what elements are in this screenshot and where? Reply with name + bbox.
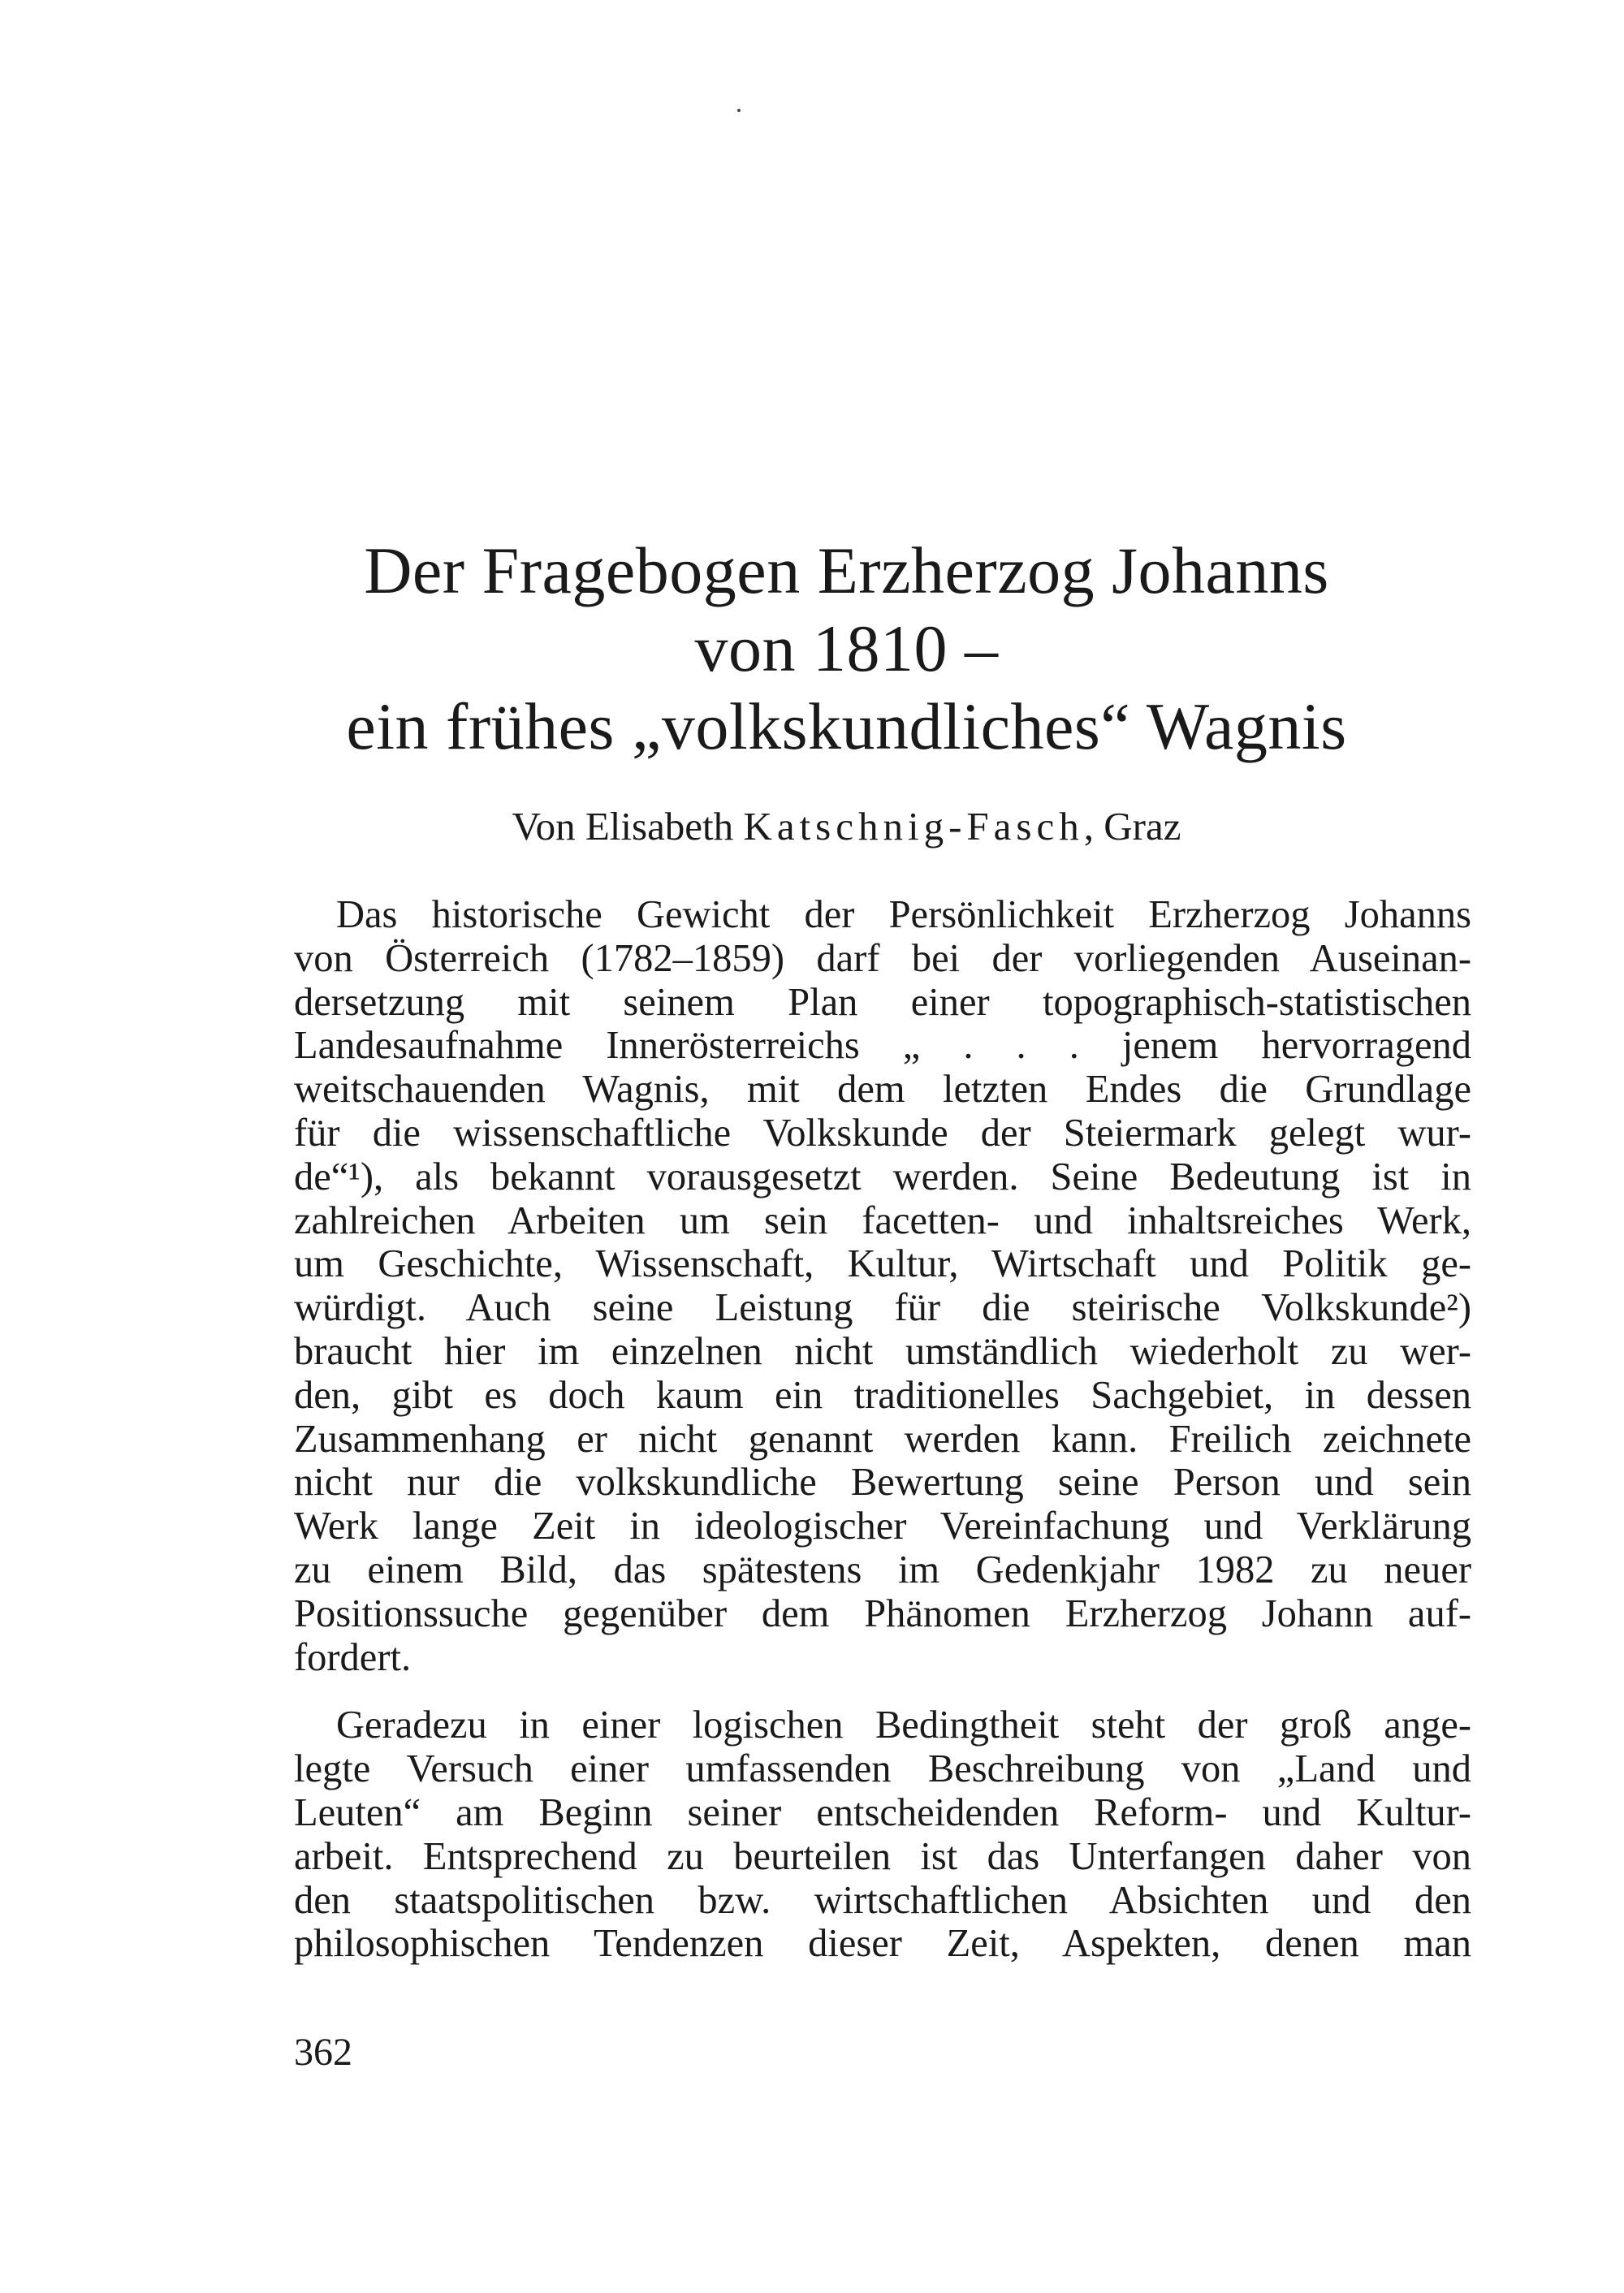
author-prefix: Von Elisabeth	[512, 804, 734, 849]
title-line-3: ein frühes „volkskundliches“ Wagnis	[346, 689, 1347, 763]
text-line: Zusammenhang er nicht genannt werden kann. Freilich zeichnete	[294, 1417, 1471, 1461]
article-title	[244, 532, 1449, 766]
page-number: 362	[294, 2031, 352, 2074]
text-line: würdigt. Auch seine Leistung für die steirische Volkskunde²)	[294, 1286, 1471, 1330]
article-body	[294, 893, 1471, 1966]
text-line: den staatspolitischen bzw. wirtschaftlichen Absichten und den	[294, 1878, 1471, 1922]
text-line: legte Versuch einer umfassenden Beschreibung von „Land und	[294, 1747, 1471, 1791]
text-line: braucht hier im einzelnen nicht umständlich wiederholt zu wer-	[294, 1329, 1471, 1373]
text-line: nicht nur die volkskundliche Bewertung seine Person und sein	[294, 1461, 1471, 1505]
paragraph-2	[294, 1704, 1471, 1966]
text-line: für die wissenschaftliche Volkskunde der Steiermark gelegt wur-	[294, 1111, 1471, 1155]
text-line: fordert.	[294, 1635, 412, 1679]
text-line: Das historische Gewicht der Persönlichkeit Erzherzog Johanns	[336, 893, 1471, 936]
author-suffix: , Graz	[1083, 804, 1181, 849]
scan-speck	[737, 109, 741, 112]
text-line: Landesaufnahme Innerösterreichs „ . . . jenem hervorragend	[294, 1024, 1471, 1068]
text-line: arbeit. Entsprechend zu beurteilen ist das Unterfangen daher von	[294, 1834, 1471, 1878]
text-line: von Österreich (1782–1859) darf bei der vorliegenden Auseinan-	[294, 936, 1471, 980]
paragraph-1	[294, 893, 1471, 1679]
text-line: zahlreichen Arbeiten um sein facetten- und inhaltsreiches Werk,	[294, 1198, 1471, 1242]
text-line: zu einem Bild, das spätestens im Gedenkjahr 1982 zu neuer	[294, 1548, 1471, 1591]
title-line-1: Der Fragebogen Erzherzog Johanns	[364, 533, 1329, 607]
text-line: den, gibt es doch kaum ein traditionelles Sachgebiet, in dessen	[294, 1373, 1471, 1417]
text-line: Werk lange Zeit in ideologischer Vereinfachung und Verklärung	[294, 1505, 1471, 1548]
text-line: weitschauenden Wagnis, mit dem letzten Endes die Grundlage	[294, 1068, 1471, 1112]
title-line-2: von 1810 –	[694, 611, 999, 685]
text-line: Leuten“ am Beginn seiner entscheidenden Reform- und Kultur-	[294, 1790, 1471, 1834]
text-line: dersetzung mit seinem Plan einer topographisch-statistischen	[294, 980, 1471, 1024]
author-name: Katschnig-Fasch	[743, 804, 1084, 849]
text-line: Positionssuche gegenüber dem Phänomen Erzherzog Johann auf-	[294, 1591, 1471, 1635]
text-line: philosophischen Tendenzen dieser Zeit, Aspekten, denen man	[294, 1922, 1471, 1966]
text-line: Geradezu in einer logischen Bedingtheit steht der groß ange-	[336, 1704, 1471, 1747]
text-line: um Geschichte, Wissenschaft, Kultur, Wirtschaft und Politik ge-	[294, 1242, 1471, 1286]
author-line	[244, 802, 1449, 851]
text-line: de“¹), als bekannt vorausgesetzt werden. Seine Bedeutung ist in	[294, 1155, 1471, 1198]
